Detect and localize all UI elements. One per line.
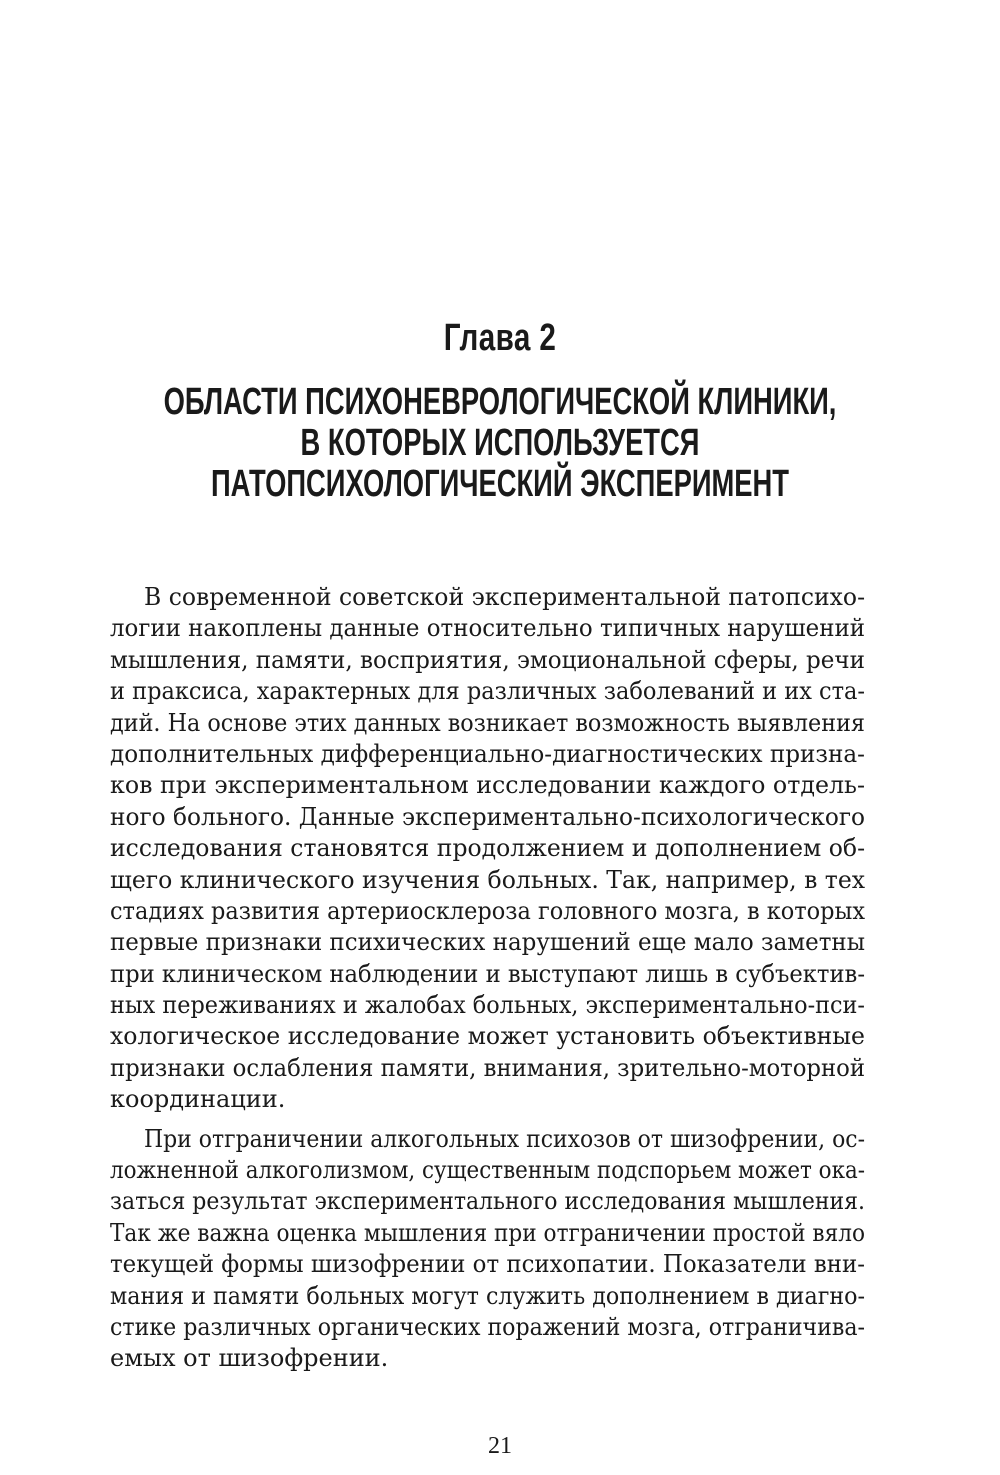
chapter-title-line: В КОТОРЫХ ИСПОЛЬЗУЕТСЯ [300,422,700,464]
text-line: заться результат экспериментального исследования мышления. [110,1187,865,1216]
text-line: При отграничении алкогольных психозов от шизофрении, ос- [144,1124,865,1153]
text-line: мания и памяти больных могут служить дополнением в диагно- [110,1281,865,1310]
text-line: координации. [110,1085,286,1114]
chapter-title-line: ОБЛАСТИ ПСИХОНЕВРОЛОГИЧЕСКОЙ КЛИНИКИ, [163,381,837,423]
text-line: ных переживаниях и жалобах больных, экспериментально-пси- [110,991,865,1020]
paragraph-2 [110,1124,865,1375]
text-line: емых от шизофрении. [110,1344,389,1373]
text-line: при клиническом наблюдении и выступают лишь в субъектив- [110,959,865,988]
text-line: текущей формы шизофрении от психопатии. Показатели вни- [110,1250,865,1279]
chapter-title [140,382,860,505]
text-line: и праксиса, характерных для различных заболеваний и их ста- [110,677,866,706]
text-line: первые признаки психических нарушений еще мало заметны [110,928,865,957]
text-line: щего клинического изучения больных. Так, например, в тех [110,865,866,894]
paragraph-1 [110,582,865,1116]
text-line: мышления, памяти, восприятия, эмоциональной сферы, речи [110,645,865,674]
text-line: дий. На основе этих данных возникает возможность выявления [110,708,865,737]
text-line: ного больного. Данные экспериментально-психологического [110,802,866,831]
text-line: логии накоплены данные относительно типичных нарушений [110,614,866,643]
text-line: стадиях развития артериосклероза головного мозга, в которых [110,896,866,925]
text-line: хологическое исследование может установить объективные [110,1022,866,1051]
text-line: стике различных органических поражений мозга, отграничива- [110,1312,865,1341]
text-line: ков при экспериментальном исследовании каждого отдель- [110,771,865,800]
body-text [110,582,865,1375]
text-line: Так же важна оценка мышления при отграничении простой вяло [110,1218,866,1247]
text-line: В современной советской экспериментальной патопсихо- [144,583,866,611]
page-number: 21 [488,1433,512,1459]
text-line: исследования становятся продолжением и дополнением об- [110,834,866,863]
text-line: признаки ослабления памяти, внимания, зрительно-моторной [110,1053,866,1082]
text-line: дополнительных дифференциально-диагностических призна- [110,739,865,768]
text-line: ложненной алкоголизмом, существенным подспорьем может ока- [110,1156,866,1185]
chapter-title-line: ПАТОПСИХОЛОГИЧЕСКИЙ ЭКСПЕРИМЕНТ [210,463,790,505]
chapter-label: Глава 2 [443,317,557,359]
